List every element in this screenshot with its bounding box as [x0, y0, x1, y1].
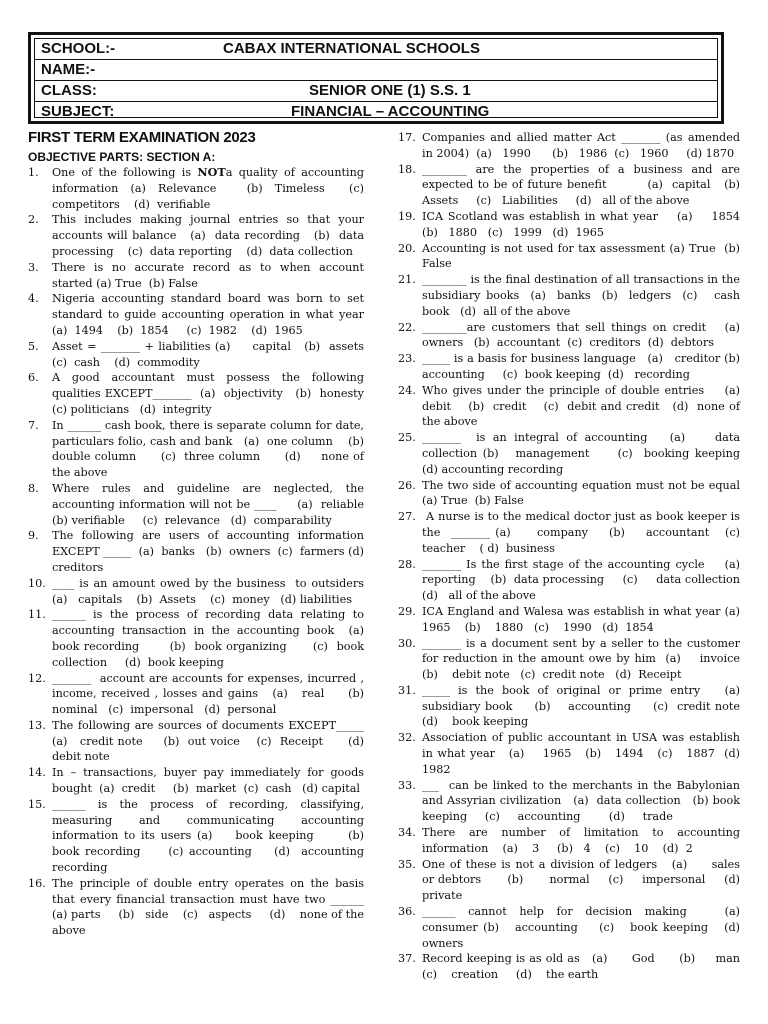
- question-item: [398, 241, 744, 273]
- question-text: There is no accurate record as to when account started (a) True (b) False: [52, 260, 368, 290]
- question-text: Who gives under the principle of double entries (a) debit (b) credit (c) debit and credit (d) none of the above: [422, 383, 744, 429]
- question-text: There are number of limitation to accounting information (a) 3 (b) 4 (c) 10 (d) 2: [422, 826, 744, 855]
- question-text: ______ is the process of recording, classifying, measuring and communicating accounting information to its users (a) book keeping (b) book recording (c) accounting (d) accounting recording: [52, 797, 372, 875]
- question-number: 20.: [398, 241, 416, 255]
- question-text: One of the following is NOTa quality of accounting information (a) Relevance (b) Timeless (c) competitors (d) verifiable: [52, 165, 368, 211]
- name-row: [35, 60, 717, 81]
- subject-value: FINANCIAL – ACCOUNTING: [291, 103, 490, 120]
- question-text: _____ is the book of original or prime entry (a) subsidiary book (b) accounting (c) credit note (d) book keeping: [422, 683, 744, 729]
- question-text: Companies and allied matter Act _______ (as amended in 2004) (a) 1990 (b) 1986 (c) 1960 (d) 1870: [422, 131, 744, 160]
- question-number: 36.: [398, 905, 416, 919]
- question-item: [28, 212, 368, 259]
- question-text: _______ is an integral of accounting (a) data collection (b) management (c) booking keeping (d) accounting recording: [422, 431, 751, 476]
- question-item: [398, 478, 744, 510]
- question-text: ICA England and Walesa was establish in what year (a) 1965 (b) 1880 (c) 1990 (d) 1854: [422, 604, 755, 634]
- question-item: [398, 604, 755, 636]
- question-item: [28, 765, 368, 797]
- question-number: 21.: [398, 273, 416, 287]
- question-item: [398, 557, 744, 604]
- question-item: [398, 778, 744, 825]
- question-item: [398, 383, 744, 430]
- question-item: [28, 291, 368, 338]
- question-number: 27.: [398, 510, 416, 524]
- question-text: One of these is not a division of ledgers (a) sales or debtors (b) normal (c) impersonal (d) private: [422, 857, 751, 903]
- question-text: ________ are the properties of a business and are expected to be of future benefit (a) capital (b) Assets (c) Liabilities (d) all of the above: [422, 162, 744, 208]
- question-number: 19.: [398, 209, 416, 223]
- question-number: 5.: [28, 339, 39, 353]
- questions-right-column: [398, 130, 762, 983]
- question-number: 10.: [28, 576, 46, 590]
- question-text: ________ is the final destination of all transactions in the subsidiary books (a) banks (b) ledgers (c) cash book (d) all of the above: [422, 273, 744, 318]
- question-number: 26.: [398, 478, 416, 492]
- question-text: Association of public accountant in USA was establish in what year (a) 1965 (b) 1494 (c) 1887 (d) 1982: [422, 731, 744, 776]
- question-item: [398, 636, 744, 683]
- question-number: 6.: [28, 371, 39, 385]
- question-number: 30.: [398, 636, 416, 650]
- question-text: ____ is an amount owed by the business to outsiders (a) capitals (b) Assets (c) money (d) liabilities: [52, 576, 368, 606]
- question-text: The following are users of accounting information EXCEPT _____ (a) banks (b) owners (c) farmers (d) creditors: [52, 529, 372, 574]
- question-item: [398, 904, 762, 951]
- question-text: In ______ cash book, there is separate column for date, particulars folio, cash and bank (a) one column (b) double column (c) three column (d) none of the above: [52, 418, 368, 480]
- question-number: 35.: [398, 857, 416, 871]
- exam-title: FIRST TERM EXAMINATION 2023: [28, 129, 256, 146]
- question-number: 25.: [398, 431, 416, 445]
- question-item: [28, 260, 368, 292]
- question-number: 24.: [398, 383, 416, 397]
- question-number: 17.: [398, 131, 416, 144]
- question-number: 7.: [28, 418, 39, 432]
- question-item: [398, 857, 751, 904]
- question-number: 32.: [398, 731, 416, 745]
- question-text: ________are customers that sell things on credit (a) owners (b) accountant (c) creditors (d) debtors: [422, 320, 744, 350]
- question-item: [28, 165, 368, 212]
- class-value: SENIOR ONE (1) S.S. 1: [309, 82, 471, 99]
- question-number: 16.: [28, 876, 46, 890]
- question-text: Where rules and guideline are neglected, the accounting information will not be ____ (a) reliable (b) verifiable (c) relevance (d) comparability: [52, 481, 379, 527]
- question-item: [398, 951, 744, 983]
- subject-row: [35, 102, 717, 122]
- question-item: [398, 430, 751, 477]
- question-number: 14.: [28, 766, 46, 780]
- question-number: 1.: [28, 166, 39, 179]
- question-number: 31.: [398, 683, 416, 697]
- question-item: [28, 576, 368, 608]
- question-text: Nigeria accounting standard board was born to set standard to guide accounting operation in what year (a) 1494 (b) 1854 (c) 1982 (d) 1965: [52, 292, 368, 337]
- question-number: 11.: [28, 608, 46, 622]
- header-box: [28, 32, 724, 124]
- question-item: [28, 718, 368, 765]
- question-text: ___ can be linked to the merchants in the Babylonian and Assyrian civilization (a) data collection (b) book keeping (c) accounting (d) trade: [422, 778, 744, 824]
- class-label: CLASS:: [41, 82, 97, 99]
- question-number: 18.: [398, 162, 416, 176]
- question-item: [398, 351, 748, 383]
- question-text: _____ is a basis for business language (a) creditor (b) accounting (c) book keeping (d) recording: [422, 352, 748, 381]
- class-row: [35, 81, 717, 102]
- question-text: _______ is a document sent by a seller to the customer for reduction in the amount owe by him (a) invoice (b) debit note (c) credit note (d) Receipt: [422, 636, 744, 682]
- question-text: ICA Scotland was establish in what year (a) 1854 (b) 1880 (c) 1999 (d) 1965: [422, 209, 744, 239]
- question-number: 4.: [28, 292, 39, 306]
- question-item: [28, 671, 368, 718]
- question-text: A good accountant must possess the following qualities EXCEPT_______ (a) objectivity (b) honesty (c) politicians (d) integrity: [52, 371, 382, 416]
- school-label: SCHOOL:-: [41, 40, 116, 57]
- question-item: [28, 876, 372, 939]
- section-title: OBJECTIVE PARTS: SECTION A:: [28, 150, 216, 164]
- question-item: [28, 370, 382, 417]
- question-item: [398, 825, 744, 857]
- question-number: 34.: [398, 826, 416, 840]
- question-item: [398, 320, 744, 352]
- question-item: [398, 162, 744, 209]
- school-row: [35, 39, 717, 60]
- question-text: Record keeping is as old as (a) God (b) man (c) creation (d) the earth: [422, 952, 744, 982]
- question-item: [28, 339, 368, 371]
- question-item: [398, 209, 744, 241]
- question-number: 33.: [398, 778, 416, 792]
- school-name: CABAX INTERNATIONAL SCHOOLS: [223, 40, 480, 57]
- question-text: The principle of double entry operates on the basis that every financial transaction must have two ______ (a) parts (b) side (c) aspects (d) none of the above: [52, 876, 372, 938]
- question-number: 29.: [398, 604, 416, 618]
- questions-left-column: [28, 165, 382, 939]
- question-text: Accounting is not used for tax assessment (a) True (b) False: [422, 241, 744, 271]
- question-number: 12.: [28, 671, 46, 685]
- question-number: 22.: [398, 320, 416, 334]
- name-label: NAME:-: [41, 61, 96, 78]
- subject-label: SUBJECT:: [41, 103, 115, 120]
- question-text: _______ Is the first stage of the accounting cycle (a) reporting (b) data processing (c) data collection (d) all of the above: [422, 557, 744, 603]
- question-item: [28, 797, 372, 876]
- question-text: Asset = _______ + liabilities (a) capital (b) assets (c) cash (d) commodity: [52, 339, 368, 369]
- question-text: ______ is the process of recording data relating to accounting transaction in the accounting book (a) book recording (b) book organizing (c) book collection (d) book keeping: [52, 608, 368, 669]
- question-text: This includes making journal entries so that your accounts will balance (a) data recording (b) data processing (c) data reporting (d) data collection: [52, 213, 368, 258]
- question-item: [398, 130, 744, 162]
- question-text: The following are sources of documents EXCEPT_____ (a) credit note (b) out voice (c) Receipt (d) debit note: [52, 718, 368, 764]
- question-text: ______ cannot help for decision making (a) consumer (b) accounting (c) book keeping (d) owners: [422, 905, 762, 950]
- question-number: 3.: [28, 260, 39, 274]
- question-item: [28, 481, 379, 528]
- question-text: In – transactions, buyer pay immediately for goods bought (a) credit (b) market (c) cash (d) capital: [52, 766, 368, 796]
- question-number: 15.: [28, 797, 46, 811]
- question-item: [28, 607, 368, 670]
- question-text: _______ account are accounts for expenses, incurred , income, received , losses and gains (a) real (b) nominal (c) impersonal (d) personal: [52, 671, 368, 717]
- question-item: [398, 272, 744, 319]
- question-number: 37.: [398, 952, 416, 966]
- question-number: 8.: [28, 481, 39, 495]
- question-item: [398, 683, 744, 730]
- question-text: A nurse is to the medical doctor just as book keeper is the _______ (a) company (b) accountant (c) teacher ( d) business: [422, 510, 744, 555]
- question-number: 9.: [28, 529, 39, 543]
- question-item: [398, 509, 744, 556]
- question-number: 23.: [398, 352, 416, 366]
- question-item: [398, 730, 744, 777]
- question-number: 28.: [398, 557, 416, 571]
- question-item: [28, 528, 372, 575]
- question-item: [28, 418, 368, 481]
- question-number: 2.: [28, 213, 39, 227]
- question-number: 13.: [28, 718, 46, 732]
- question-text: The two side of accounting equation must not be equal (a) True (b) False: [422, 478, 744, 508]
